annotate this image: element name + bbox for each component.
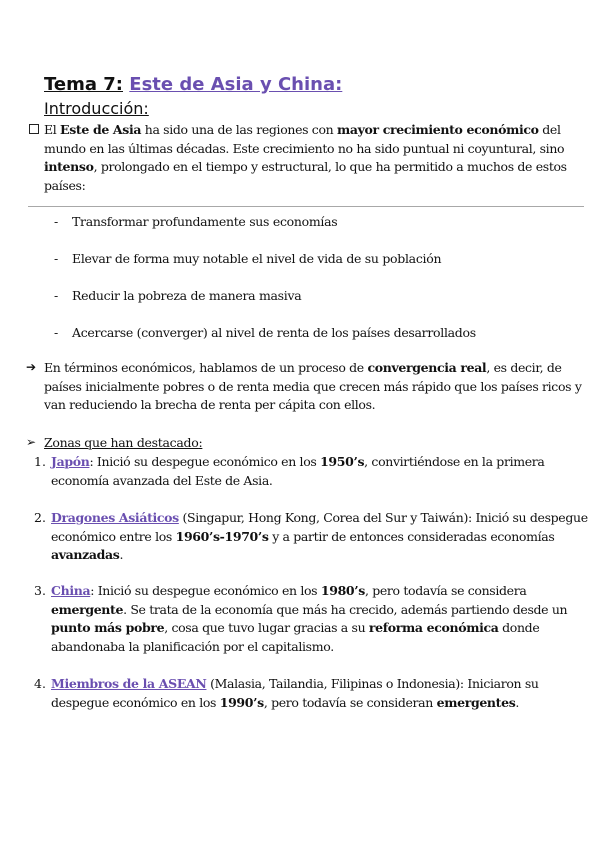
- list-number: 3.: [34, 583, 46, 598]
- intro-paragraph: El Este de Asia ha sido una de las regiones con mayor crecimiento económico del mundo en las últimas décadas. Este crecimiento no ha sido puntual ni coyuntural, sino intenso, prolongado en el tiempo y estructural, lo que ha permitido a muchos de estos países:: [44, 122, 567, 193]
- japan-link[interactable]: Japón: [51, 454, 90, 469]
- list-number: 2.: [34, 510, 46, 525]
- asean-link[interactable]: Miembros de la ASEAN: [51, 676, 207, 691]
- china-link[interactable]: China: [51, 583, 91, 598]
- zone-item-asean: Miembros de la ASEAN (Malasia, Tailandia, Filipinas o Indonesia): Iniciaron su despegue económico en los 1990’s, pero todavía se consideran emergentes.: [51, 676, 539, 710]
- page-title: [44, 74, 342, 96]
- title-topic-link[interactable]: Este de Asia y China:: [129, 74, 343, 95]
- list-item: - Reducir la pobreza de manera masiva: [54, 288, 302, 303]
- convergence-paragraph: En términos económicos, hablamos de un proceso de convergencia real, es decir, de países inicialmente pobres o de renta media que crecen más rápido que los países ricos y van reduciendo la brecha de renta per cápita con ellos.: [44, 360, 582, 413]
- zone-item-dragons: Dragones Asiáticos (Singapur, Hong Kong, Corea del Sur y Taiwán): Inició su despegue económico entre los 1960’s-1970’s y a partir de entonces consideradas economías avanzadas.: [51, 510, 588, 563]
- chevron-bullet-icon: ➢: [26, 435, 37, 449]
- zone-item-japan: Japón: Inició su despegue económico en los 1950’s, convirtiéndose en la primera economía avanzada del Este de Asia.: [51, 454, 545, 488]
- list-number: 4.: [34, 676, 46, 691]
- divider: [28, 206, 584, 207]
- title-prefix: Tema 7:: [44, 74, 123, 95]
- list-item: - Acercarse (converger) al nivel de renta de los países desarrollados: [54, 325, 476, 340]
- checkbox-icon: [29, 124, 39, 134]
- dragons-link[interactable]: Dragones Asiáticos: [51, 510, 179, 525]
- list-number: 1.: [34, 454, 46, 469]
- zone-item-china: China: Inició su despegue económico en los 1980’s, pero todavía se considera emergente. Se trata de la economía que más ha crecido, además partiendo desde un punto más pobre, cosa que tuvo lugar gracias a su reforma económica donde abandonaba la planificación por el capitalismo.: [51, 583, 568, 654]
- section-heading: Introducción:: [44, 99, 149, 118]
- list-item: - Elevar de forma muy notable el nivel de vida de su población: [54, 251, 442, 266]
- list-item: - Transformar profundamente sus economías: [54, 214, 338, 229]
- arrow-right-icon: ➔: [26, 360, 37, 374]
- zones-heading: Zonas que han destacado:: [44, 435, 203, 450]
